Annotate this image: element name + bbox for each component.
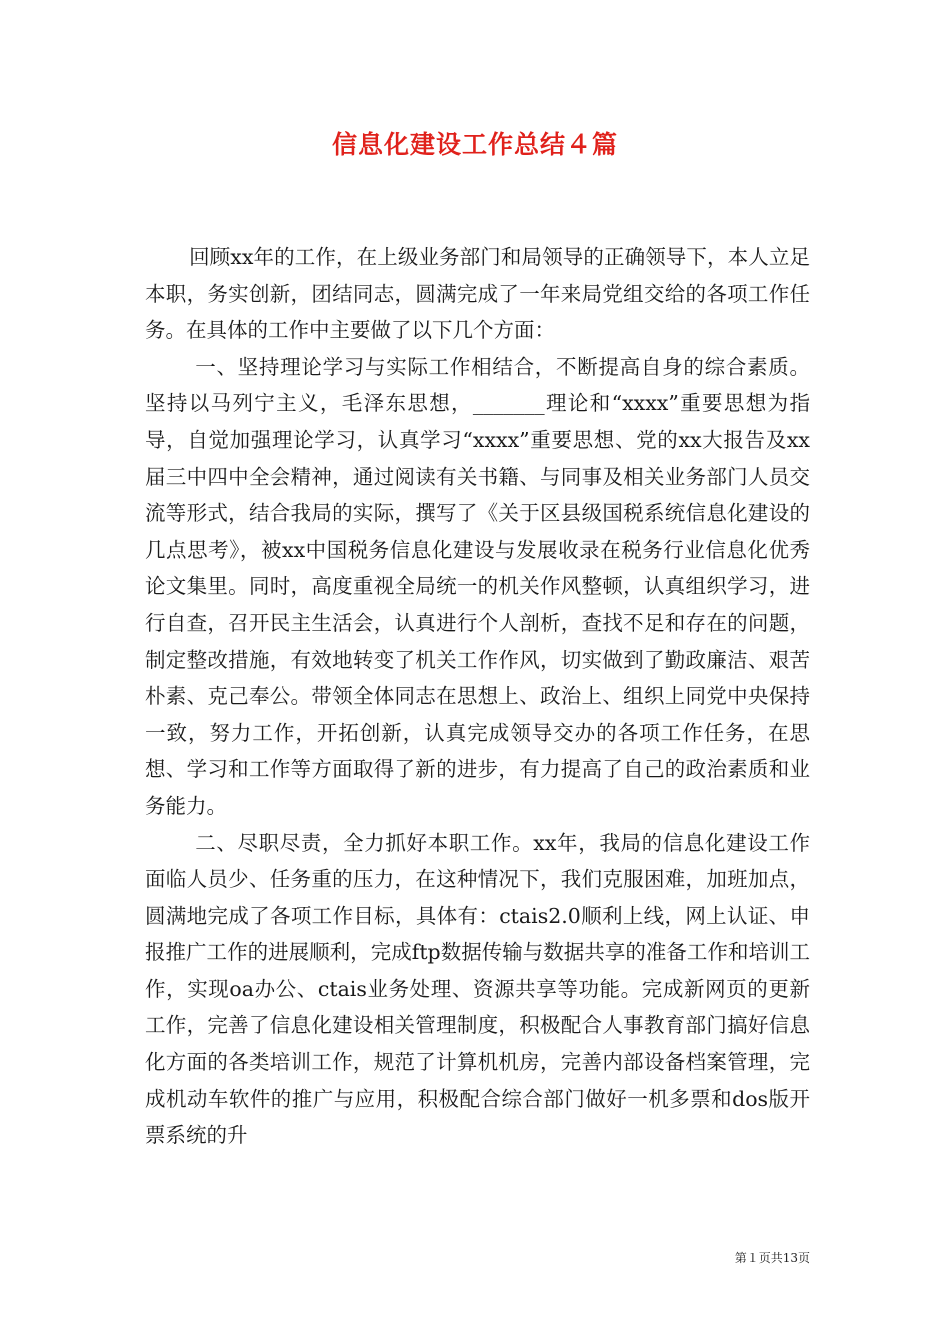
document-title: 信息化建设工作总结４篇 xyxy=(331,130,618,159)
page-number-footer: 第１页共13页 xyxy=(734,1251,810,1265)
paragraph-intro: 回顾xx年的工作，在上级业务部门和局领导的正确领导下，本人立足本职，务实创新，团结同志，圆满完成了一年来局党组交给的各项工作任务。在具体的工作中主要做了以下几个方面： xyxy=(145,245,810,343)
document-body xyxy=(145,239,810,1154)
paragraph-theory-study: 一、坚持理论学习与实际工作相结合，不断提高自身的综合素质。坚持以马列宁主义，毛泽东思想，_______理论和“xxxx”重要思想为指导，自觉加强理论学习，认真学习“xxxx”重要思想、党的xx大报告及xx届三中四中全会精神，通过阅读有关书籍、与同事及相关业务部门人员交流等形式，结合我局的实际，撰写了《关于区县级国税系统信息化建设的几点思考》，被xx中国税务信息化建设与发展收录在税务行业信息化优秀论文集里。同时，高度重视全局统一的机关作风整顿，认真组织学习，进行自查，召开民主生活会，认真进行个人剖析，查找不足和存在的问题，制定整改措施，有效地转变了机关工作作风，切实做到了勤政廉洁、艰苦朴素、克己奉公。带领全体同志在思想上、政治上、组织上同党中央保持一致，努力工作，开拓创新，认真完成领导交办的各项工作任务，在思想、学习和工作等方面取得了新的进步，有力提高了自己的政治素质和业务能力。 xyxy=(145,354,810,818)
paragraph-duties: 二、尽职尽责，全力抓好本职工作。xx年，我局的信息化建设工作面临人员少、任务重的压力，在这种情况下，我们克服困难，加班加点，圆满地完成了各项工作目标，具体有：ctais2.0顺利上线，网上认证、申报推广工作的进展顺利，完成ftp数据传输与数据共享的准备工作和培训工作，实现oa办公、ctais业务处理、资源共享等功能。完成新网页的更新工作，完善了信息化建设相关管理制度，积极配合人事教育部门搞好信息化方面的各类培训工作，规范了计算机机房，完善内部设备档案管理，完成机动车软件的推广与应用，积极配合综合部门做好一机多票和dos版开票系统的升 xyxy=(145,830,810,1148)
